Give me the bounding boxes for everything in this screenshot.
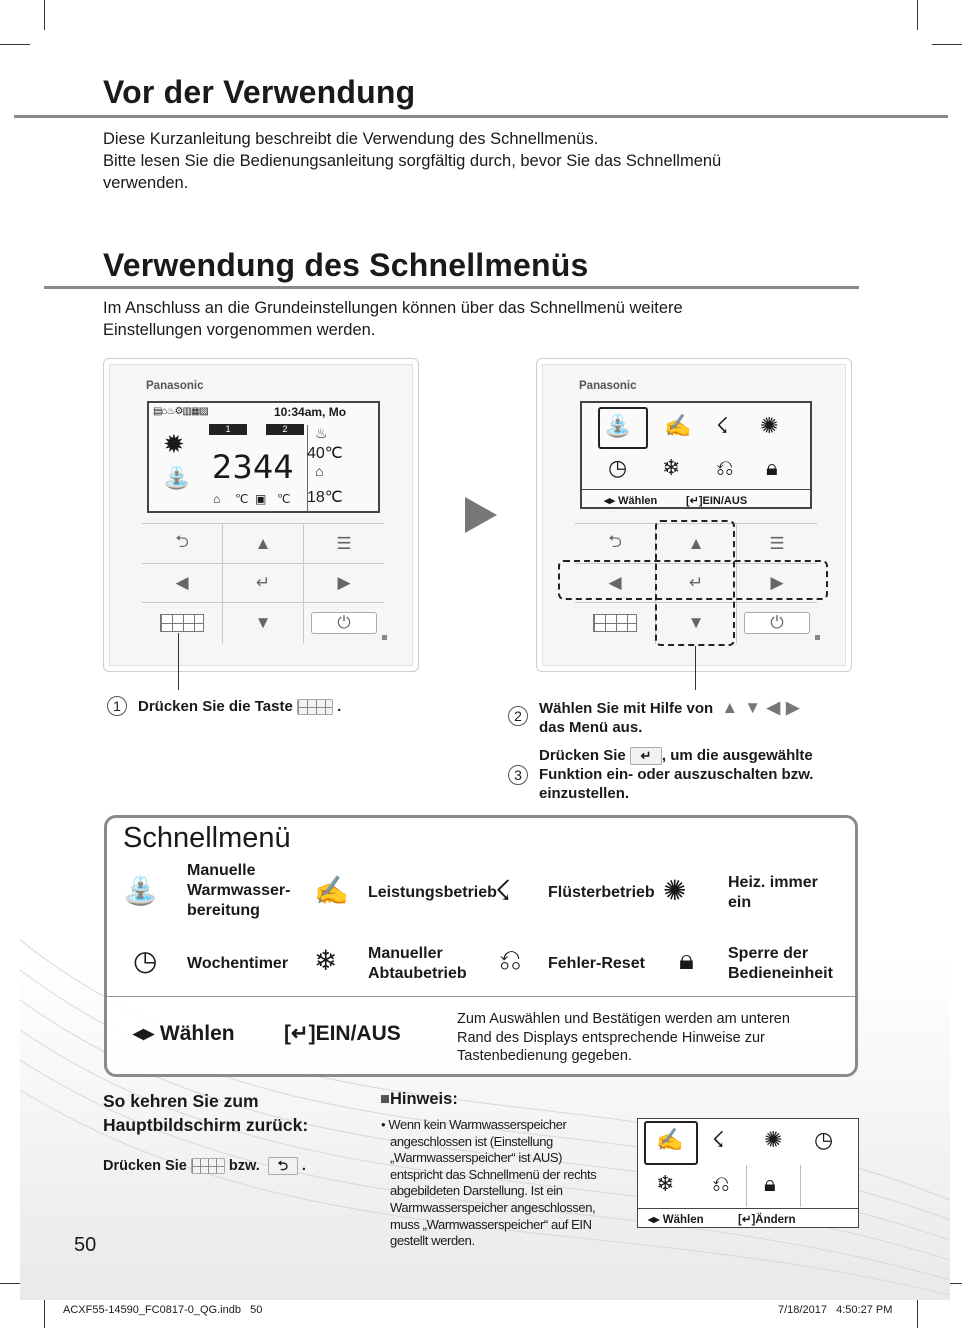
menu-button[interactable]: ☰ (336, 533, 352, 553)
select-hint: ◂▸ Wählen (604, 495, 658, 507)
quiet-icon: ☇ (712, 1127, 725, 1152)
back-button[interactable]: ⮌ (175, 532, 189, 551)
hint-line: • Wenn kein Warmwasserspeicher (381, 1117, 567, 1132)
back-key-icon: ⮌ (268, 1157, 298, 1175)
step-number-2: 2 (508, 706, 528, 726)
menu-item-label: Leistungsbetrieb (368, 884, 497, 901)
lock-icon: 🔒︎ (766, 455, 778, 480)
return-heading (103, 1089, 308, 1137)
up-button[interactable]: ▲ (687, 533, 705, 553)
menu-item-label: Sperre der (728, 945, 809, 962)
step-3-label: einzustellen. (539, 785, 630, 803)
zone-1-badge: 1 (209, 424, 247, 435)
menu-item-weekly-timer (187, 954, 288, 974)
step-2-label: das Menü aus. (539, 719, 643, 736)
guide-note-line: Zum Auswählen und Bestätigen werden am unteren (457, 1011, 790, 1027)
clock-display: 10:34am, Mo (274, 405, 347, 419)
next-arrow-icon (465, 497, 497, 533)
left-button[interactable]: ◀ (608, 573, 622, 592)
enter-key-icon: ↵ (630, 747, 662, 765)
menu-item-label: Manueller (368, 945, 443, 962)
menu-item-label: Flüsterbetrieb (548, 884, 655, 901)
zone-1-temperature: 23 (212, 448, 253, 486)
usage-line: Im Anschluss an die Grundeinstellungen können über das Schnellmenü weitere (103, 299, 683, 317)
step-3-label: , um die ausgewählte (661, 747, 813, 764)
brand-logo: Panasonic (579, 380, 637, 392)
guide-note (457, 1010, 790, 1066)
screen-divider (582, 489, 810, 490)
weekly-timer-icon: ◷ (133, 945, 158, 976)
step-number-3: 3 (508, 765, 528, 785)
intro-paragraph (103, 128, 721, 194)
quick-menu-title: Schnellmenü (123, 822, 291, 854)
usage-paragraph (103, 297, 683, 341)
button-panel (142, 523, 384, 643)
horizontal-arrows-highlight (558, 560, 828, 600)
menu-item-error-reset (548, 954, 645, 974)
step-2-text (539, 698, 805, 737)
step-3-label: Drücken Sie (539, 747, 626, 764)
square-bullet-icon: ■ (380, 1090, 390, 1108)
section-title-schnellmenu: Verwendung des Schnellmenüs (103, 247, 589, 283)
menu-button[interactable]: ☰ (769, 533, 785, 553)
return-text: . (301, 1157, 306, 1174)
crop-mark (917, 0, 918, 30)
quick-menu-screen (580, 401, 812, 509)
tap-icon: ⛲ (163, 465, 191, 490)
crop-mark (932, 44, 962, 45)
menu-item-quiet (548, 883, 655, 903)
hint-heading (380, 1090, 458, 1109)
hint-line: Warmwasserspeicher angeschlossen, (390, 1199, 596, 1215)
weekly-timer-icon: ◷ (814, 1127, 834, 1152)
hint-line: abgebildeten Darstellung. Ist ein (390, 1183, 563, 1199)
menu-item-manual-hot-water (187, 861, 290, 921)
home-screen (147, 401, 380, 513)
crop-mark (0, 44, 30, 45)
menu-item-powerful (368, 883, 497, 903)
error-reset-icon: ⎌ (716, 455, 734, 480)
title-rule (14, 115, 948, 118)
step-1-text (138, 697, 341, 716)
tank-icon: ▣ (255, 492, 267, 506)
return-text: Drücken Sie (103, 1157, 187, 1174)
hint-line: „Warmwasserspeicher“ ist AUS) (390, 1150, 563, 1166)
hot-water-icon: ⛲ (604, 413, 632, 438)
down-button[interactable]: ▼ (254, 613, 272, 632)
title-rule (44, 286, 859, 289)
guide-note-line: Rand des Displays entsprechende Hinweise zur (457, 1029, 765, 1046)
power-button[interactable]: ⏻ (304, 603, 384, 643)
hint-line: angeschlossen ist (Einstellung (390, 1133, 553, 1149)
enter-guide-label: [↵]EIN/AUS (284, 1022, 401, 1045)
sun-icon: ✹ (163, 429, 185, 459)
print-file-name: ACXF55-14590_FC0817-0_QG.indb 50 (63, 1304, 263, 1316)
lock-icon: 🔒︎ (764, 1171, 776, 1196)
quiet-icon: ☇ (495, 875, 512, 906)
print-timestamp: 7/18/2017 4:50:27 PM (778, 1304, 893, 1316)
return-text: bzw. (228, 1157, 260, 1174)
step-number-1: 1 (107, 696, 127, 716)
heater-icon: ✺ (764, 1127, 783, 1152)
box-divider (107, 996, 855, 997)
menu-item-label: Manuelle (187, 862, 256, 879)
intro-line: verwenden. (103, 174, 189, 192)
lock-icon: 🔒︎ (679, 944, 694, 975)
select-hint-label: Wählen (662, 1214, 704, 1226)
return-heading-line: Hauptbildschirm zurück: (103, 1115, 309, 1135)
section-title-vor-der-verwendung: Vor der Verwendung (103, 74, 416, 110)
hint-line: muss „Warmwasserspeicher“ auf EIN (390, 1216, 592, 1232)
quick-menu-key-icon (297, 699, 333, 715)
down-button[interactable]: ▼ (687, 613, 705, 632)
return-instruction (103, 1157, 306, 1175)
zone-2-badge: 2 (266, 424, 304, 435)
up-button[interactable]: ▲ (254, 533, 272, 553)
hint-text (381, 1117, 631, 1250)
select-guide-label: Wählen (159, 1022, 235, 1045)
heater-icon: ✺ (663, 875, 687, 906)
arrow-keys-icon: ▲▼◀▶ (721, 698, 806, 717)
menu-item-label: Fehler-Reset (548, 955, 645, 972)
brand-logo: Panasonic (146, 380, 204, 392)
page-number: 50 (74, 1234, 97, 1256)
zone-2-temperature: 44 (253, 448, 294, 486)
step-1-label: Drücken Sie die Taste (138, 698, 293, 715)
select-hint: ◂▸ Wählen (648, 1214, 704, 1226)
remote-controller-home (103, 358, 419, 672)
outdoor-temperature: 18℃ (307, 489, 343, 506)
error-reset-icon: ⎌ (712, 1171, 730, 1196)
guide-note-line: Tastenbedienung gegeben. (457, 1048, 632, 1064)
heater-icon: ✺ (760, 413, 779, 438)
power-button[interactable]: ⏻ (737, 603, 817, 643)
left-button[interactable]: ◀ (175, 573, 189, 592)
menu-item-label: Bedieneinheit (728, 965, 833, 982)
back-button[interactable]: ⮌ (608, 532, 622, 551)
menu-item-manual-defrost (368, 944, 467, 984)
menu-item-heater-always-on (728, 873, 818, 913)
hot-water-icon: ⛲ (123, 875, 158, 906)
powerful-icon: ✍ (664, 413, 692, 438)
pointer-line (695, 646, 696, 690)
tap-icon: ♨ (315, 425, 328, 441)
powerful-icon: ✍ (314, 875, 349, 906)
tank-temperature: 40℃ (307, 445, 343, 462)
hint-title: Hinweis: (389, 1090, 458, 1108)
menu-item-label: bereitung (187, 902, 260, 919)
change-hint-label: [↵]Ändern (738, 1214, 796, 1226)
quick-menu-button[interactable] (575, 603, 655, 643)
intro-line: Bitte lesen Sie die Bedienungsanleitung sorgfältig durch, bevor Sie das Schnellmenü (103, 152, 722, 170)
hint-line: entspricht das Schnellmenü der rechts (390, 1166, 597, 1182)
step-1-end: . (337, 698, 342, 715)
enter-button[interactable]: ↵ (688, 573, 704, 592)
grid-line (746, 1165, 747, 1207)
menu-item-label: ein (728, 894, 752, 911)
grid-line (800, 1165, 801, 1207)
hint-line: gestellt werden. (390, 1233, 475, 1249)
defrost-icon: ❄ (314, 945, 338, 976)
unit-label: ℃ (277, 492, 291, 506)
menu-item-label: Wochentimer (187, 955, 289, 972)
select-hint-label: Wählen (618, 495, 658, 507)
intro-line: Diese Kurzanleitung beschreibt die Verwendung des Schnellmenüs. (103, 130, 599, 148)
error-reset-icon: ⎌ (499, 944, 522, 975)
menu-item-label: Abtaubetrieb (368, 965, 467, 982)
enter-button[interactable]: ↵ (255, 573, 271, 592)
enter-hint-label: [↵]EIN/AUS (686, 495, 748, 507)
quick-menu-button[interactable] (142, 603, 222, 643)
step-3-text (539, 746, 813, 803)
step-3-label: Funktion ein- oder auszuschalten bzw. (539, 766, 814, 784)
quiet-icon: ☇ (716, 413, 729, 438)
menu-item-label: Warmwasser- (187, 882, 291, 899)
outdoor-icon: ⌂ (315, 463, 324, 479)
quick-menu-overview (104, 815, 858, 1077)
defrost-icon: ❄ (656, 1171, 675, 1196)
pointer-line (178, 633, 179, 690)
crop-mark (44, 0, 45, 30)
defrost-icon: ❄ (662, 455, 681, 480)
led-indicator (815, 635, 820, 640)
return-heading-line: So kehren Sie zum (103, 1091, 259, 1111)
status-icons: ▤⌂♨⚙▥▦▧ (153, 406, 208, 417)
unit-label: ℃ (235, 492, 249, 506)
house-icon: ⌂ (213, 492, 221, 506)
menu-item-lock (728, 944, 833, 984)
step-2-label: Wählen Sie mit Hilfe von (539, 700, 714, 717)
weekly-timer-icon: ◷ (608, 455, 628, 480)
right-button[interactable]: ▶ (770, 573, 784, 592)
menu-item-label: Heiz. immer (728, 874, 818, 891)
quick-menu-key-icon (191, 1158, 225, 1174)
right-button[interactable]: ▶ (337, 573, 351, 592)
quick-menu-screen-no-tank (637, 1118, 859, 1228)
usage-line: Einstellungen vorgenommen werden. (103, 321, 376, 339)
select-guide: ◂▸ Wählen (133, 1022, 235, 1045)
led-indicator (382, 635, 387, 640)
screen-divider (638, 1208, 858, 1209)
powerful-icon: ✍ (656, 1127, 684, 1152)
